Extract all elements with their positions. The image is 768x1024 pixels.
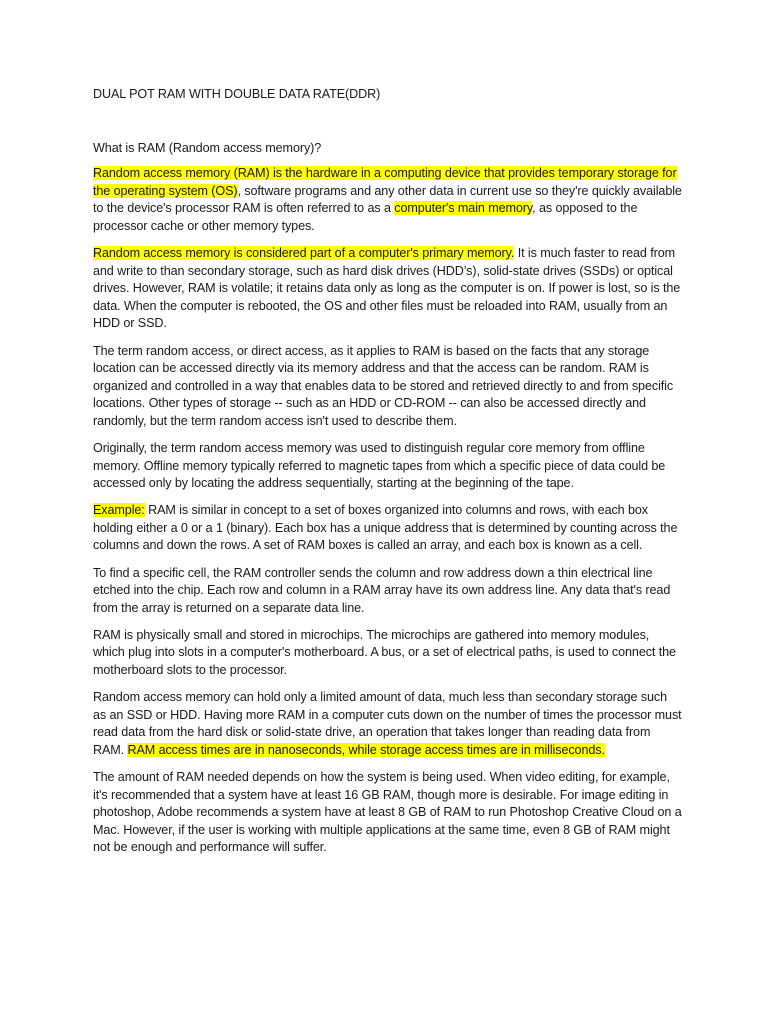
- paragraph-text: RAM is similar in concept to a set of boxes organized into columns and rows, with each box holding either a 0 or a 1 (binary). Each box has a unique address that is determined by counting across the columns and down the rows. A set of RAM boxes is called an array, and each box is known as a cell.: [93, 503, 678, 553]
- document-title: DUAL POT RAM WITH DOUBLE DATA RATE(DDR): [93, 87, 381, 101]
- paragraph-8: [93, 689, 683, 759]
- highlighted-text: Random access memory (RAM) is the hardware in a computing device that provides temporary storage for the operating system (OS): [93, 166, 677, 198]
- paragraph-text: , software programs and any other data in current use so they're quickly available to the device's processor RAM is often referred to as a: [93, 183, 682, 216]
- paragraph-5: [93, 502, 683, 555]
- highlighted-text: Example:: [93, 503, 145, 518]
- document-body: [93, 86, 683, 866]
- paragraph-2: [93, 245, 683, 333]
- highlighted-text: Random access memory is considered part of a computer's primary memory.: [93, 246, 515, 261]
- paragraph-text: , as opposed to the processor cache or other memory types.: [93, 201, 638, 233]
- paragraph-4: Originally, the term random access memory was used to distinguish regular core memory from offline memory. Offline memory typically referred to magnetic tapes from which a specific piece of data could be accessed only by locating the address sequentially, starting at the beginning of the tape.: [93, 441, 666, 491]
- paragraph-9: The amount of RAM needed depends on how the system is being used. When video editing, for example, it's recommended that a system have at least 16 GB RAM, though more is desirable. For image editing in photoshop, Adobe recommends a system have at least 8 GB of RAM to run Photoshop Creative Cloud on a Mac. However, if the user is working with multiple applications at the same time, even 8 GB of RAM might not be enough and performance will suffer.: [93, 770, 682, 855]
- section-question: What is RAM (Random access memory)?: [93, 140, 322, 155]
- paragraph-6: To find a specific cell, the RAM controller sends the column and row address down a thin electrical line etched into the chip. Each row and column in a RAM array have its own address line. Any data that's read from the array is returned on a separate data line.: [93, 565, 671, 615]
- paragraph-1: [93, 165, 683, 235]
- highlighted-text: computer's main memory: [394, 201, 533, 216]
- highlighted-text: RAM access times are in nanoseconds, while storage access times are in milliseconds.: [127, 742, 605, 757]
- paragraph-3: The term random access, or direct access, as it applies to RAM is based on the facts that any storage location can be accessed directly via its memory address and that the access can be random. RAM is organized and controlled in a way that enables data to be stored and retrieved directly to and from specific locations. Other types of storage -- such as an HDD or CD-ROM -- can also be accessed directly and randomly, but the term random access isn't used to describe them.: [93, 343, 674, 428]
- paragraph-7: RAM is physically small and stored in microchips. The microchips are gathered into memory modules, which plug into slots in a computer's motherboard. A bus, or a set of electrical paths, is used to connect the motherboard slots to the processor.: [93, 627, 676, 678]
- paragraph-text: It is much faster to read from and write to than secondary storage, such as hard disk drives (HDD’s), solid-state drives (SSDs) or optical drives. However, RAM is volatile; it retains data only as long as the computer is on. If power is lost, so is the data. When the computer is rebooted, the OS and other files must be reloaded into RAM, usually from an HDD or SSD.: [93, 246, 681, 331]
- paragraph-text: Random access memory can hold only a limited amount of data, much less than secondary storage such as an SSD or HDD. Having more RAM in a computer cuts down on the number of times the processor must read data from the hard disk or solid-state drive, an operation that takes longer than reading data from RAM.: [93, 690, 682, 757]
